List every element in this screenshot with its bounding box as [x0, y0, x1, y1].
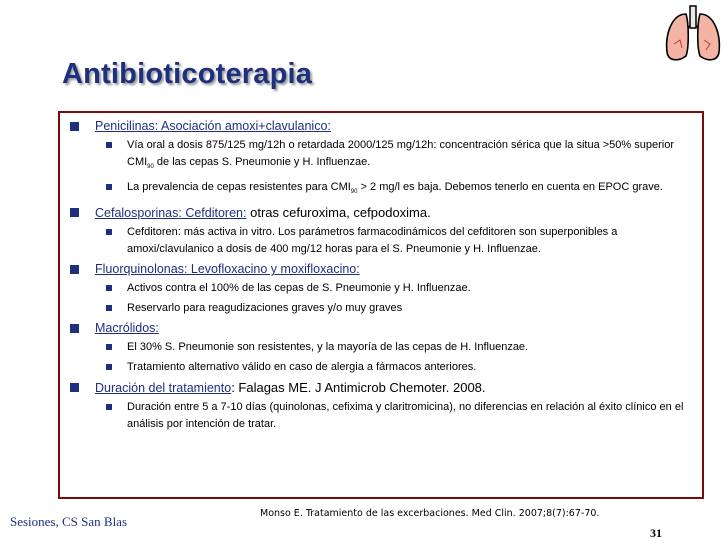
- list-item: Cefalosporinas: Cefditoren: otras cefuroxima, cefpodoxima. Cefditoren: más activa in vitro. Los parámetros farmacodinámicos del cefditoren son superponibles a amoxi/clavulanico a dosis de 400 mg/12 horas para el S. Pneumonie y H. Influenzae.: [67, 204, 697, 258]
- list-item: [67, 118, 697, 201]
- square-bullet-icon: [106, 184, 112, 190]
- sub-list-item: Vía oral a dosis 875/125 mg/12h o retardada 2000/125 mg/12h: concentración sérica que la situa >50% superior $CMI_{90}$ de las cepas S. Pneumonie y H. Influenzae.: [95, 137, 697, 176]
- list-item: [67, 320, 697, 376]
- square-bullet-icon: [70, 208, 79, 217]
- item-heading: Macrólidos:: [95, 321, 159, 336]
- square-bullet-icon: [106, 305, 112, 311]
- slide-body: [67, 118, 697, 436]
- square-bullet-icon: [106, 344, 112, 350]
- square-bullet-icon: [106, 142, 112, 148]
- item-heading: Cefalosporinas: Cefditoren:: [95, 206, 247, 221]
- square-bullet-icon: [106, 285, 112, 291]
- list-item: Duración del tratamiento: Falagas ME. J Antimicrob Chemoter. 2008. Duración entre 5 a 7-10 días (quinolonas, cefixima y claritromicina), no diferencias en relación al éxito clínico en el análisis por intención de tratar.: [67, 379, 697, 433]
- sub-list-item: Tratamiento alternativo válido en caso de alergia a fármacos anteriores.: [95, 359, 697, 376]
- sub-list-item: Activos contra el 100% de las cepas de S. Pneumonie y H. Influenzae.: [95, 280, 697, 297]
- sub-list-item: El 30% S. Pneumonie son resistentes, y la mayoría de las cepas de H. Influenzae.: [95, 339, 697, 356]
- sub-list-item: Duración entre 5 a 7-10 días (quinolonas, cefixima y claritromicina), no diferencias en relación al éxito clínico en el análisis por intención de tratar.: [95, 399, 697, 433]
- square-bullet-icon: [70, 324, 79, 333]
- list-item: [67, 261, 697, 317]
- square-bullet-icon: [106, 229, 112, 235]
- lungs-icon: [662, 4, 724, 66]
- footer-citation: Monso E. Tratamiento de las excerbaciones. Med Clin. 2007;8(7):67-70.: [260, 508, 600, 519]
- sub-list-item: Cefditoren: más activa in vitro. Los parámetros farmacodinámicos del cefditoren son superponibles a amoxi/clavulanico a dosis de 400 mg/12 horas para el S. Pneumonie y H. Influenzae.: [95, 224, 697, 258]
- page-number: 31: [650, 526, 662, 540]
- sub-list-item: Reservarlo para reagudizaciones graves y/o muy graves: [95, 300, 697, 317]
- footer-source: Sesiones, CS San Blas: [10, 514, 128, 529]
- square-bullet-icon: [106, 404, 112, 410]
- square-bullet-icon: [70, 383, 79, 392]
- sub-list-item: La prevalencia de cepas resistentes para $CMI_{90} > 2$ mg/l es baja. Debemos tenerlo en cuenta en EPOC grave.: [95, 179, 697, 201]
- square-bullet-icon: [106, 364, 112, 370]
- item-heading: Fluorquinolonas: Levofloxacino y moxifloxacino:: [95, 262, 360, 277]
- square-bullet-icon: [70, 122, 79, 131]
- item-heading: Duración del tratamiento: [95, 381, 232, 396]
- square-bullet-icon: [70, 265, 79, 274]
- slide-title: Antibioticoterapia: [62, 58, 313, 90]
- item-heading: Penicilinas: Asociación amoxi+clavulanico:: [95, 119, 331, 133]
